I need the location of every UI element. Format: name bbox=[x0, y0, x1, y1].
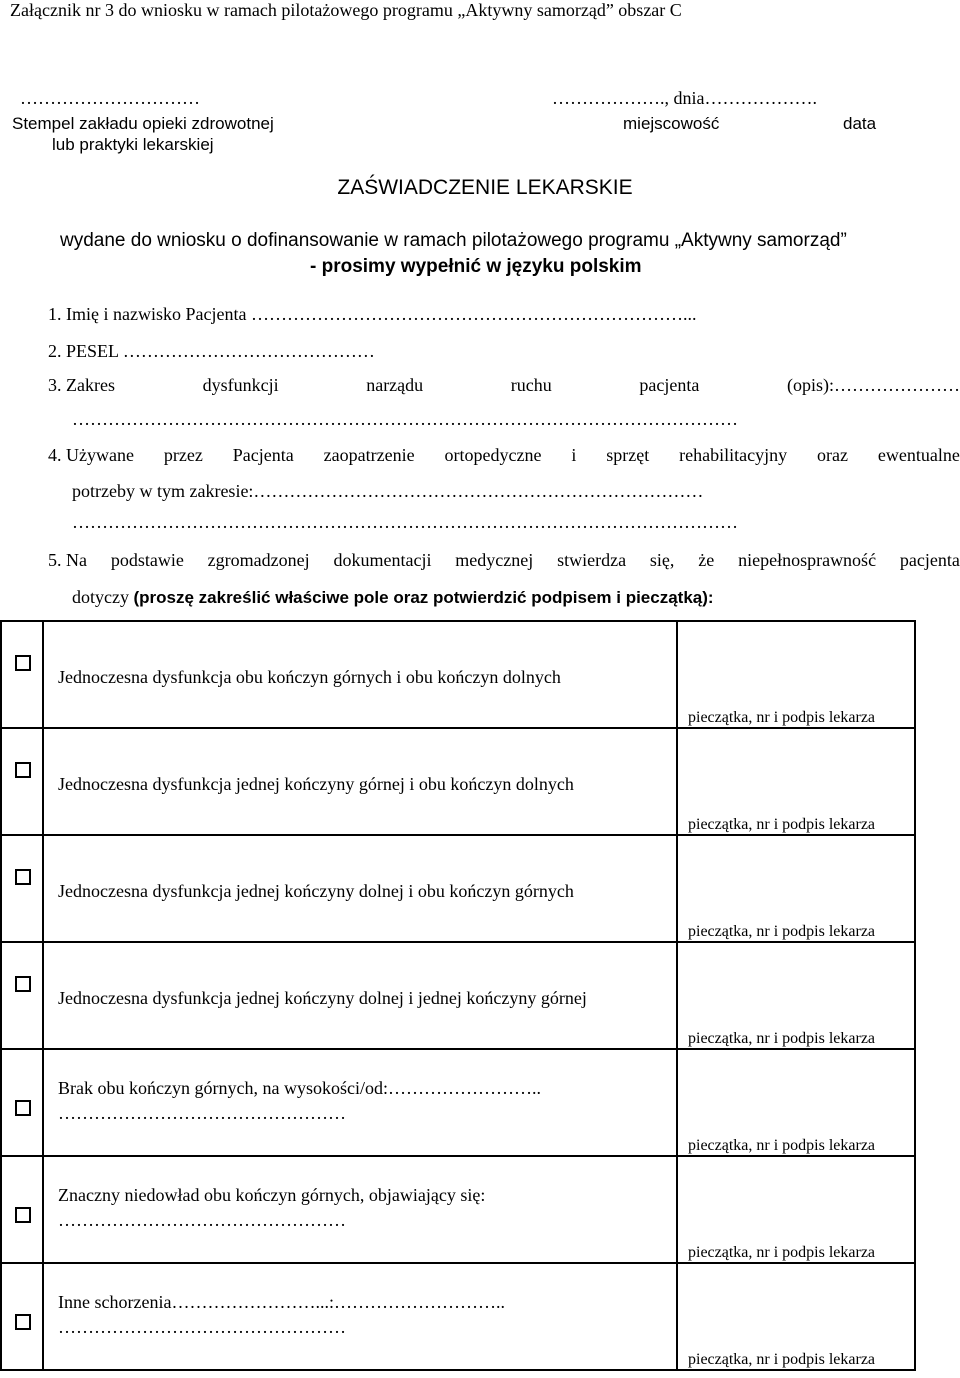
option-continuation[interactable]: ………………………………………… bbox=[58, 1317, 346, 1337]
word: się, bbox=[649, 550, 675, 570]
word: pacjenta bbox=[639, 375, 700, 395]
option-row bbox=[1, 1049, 915, 1156]
doctor-signature-field[interactable]: pieczątka, nr i podpis lekarza bbox=[688, 1030, 876, 1047]
document-subtitle: wydane do wniosku o dofinansowanie w ramach pilotażowego programu „Aktywny samorząd” bbox=[60, 230, 847, 251]
document-title: ZAŚWIADCZENIE LEKARSKIE bbox=[337, 176, 633, 199]
doctor-signature-field[interactable]: pieczątka, nr i podpis lekarza bbox=[688, 709, 876, 726]
word: pacjenta bbox=[899, 550, 960, 570]
word: dysfunkcji bbox=[202, 375, 279, 395]
option-label: Brak obu kończyn górnych, na wysokości/od:…………………….. bbox=[58, 1078, 541, 1098]
disability-instruction bbox=[72, 587, 714, 608]
option-label: Jednoczesna dysfunkcja jednej kończyny dolnej i jednej kończyny górnej bbox=[58, 988, 587, 1008]
word: przez bbox=[163, 445, 203, 465]
disability-statement bbox=[48, 550, 960, 571]
dysfunction-scope-field[interactable] bbox=[48, 375, 960, 396]
option-label: Inne schorzenia……………………...:……………………….. bbox=[58, 1292, 505, 1312]
checkbox[interactable] bbox=[15, 655, 31, 671]
option-row bbox=[1, 1156, 915, 1263]
word: rehabilitacyjny bbox=[679, 445, 788, 465]
doctor-signature-field[interactable]: pieczątka, nr i podpis lekarza bbox=[688, 1351, 876, 1368]
stamp-label-cont: lub praktyki lekarskiej bbox=[52, 135, 214, 154]
option-row bbox=[1, 621, 915, 728]
word: dokumentacji bbox=[333, 550, 432, 570]
word: Znaczny niedowład obu kończyn górnych, objawiający się: bbox=[58, 1185, 486, 1205]
word: medycznej bbox=[455, 550, 534, 570]
doctor-signature-field[interactable]: pieczątka, nr i podpis lekarza bbox=[688, 1244, 876, 1261]
orthopedic-equipment-field bbox=[48, 445, 960, 466]
equipment-needs-field[interactable]: potrzeby w tym zakresie:………………………………………………………………… bbox=[72, 481, 704, 501]
stamp-label: Stempel zakładu opieki zdrowotnej bbox=[12, 114, 274, 133]
doctor-signature-field[interactable]: pieczątka, nr i podpis lekarza bbox=[688, 923, 876, 940]
option-row bbox=[1, 942, 915, 1049]
instruction-plain: dotyczy bbox=[72, 587, 134, 607]
option-label: Jednoczesna dysfunkcja obu kończyn górnych i obu kończyn dolnych bbox=[58, 667, 561, 687]
option-label bbox=[58, 1185, 668, 1206]
word: sprzęt bbox=[606, 445, 650, 465]
word: (opis):………………… bbox=[786, 375, 960, 395]
word: ortopedyczne bbox=[444, 445, 542, 465]
checkbox[interactable] bbox=[15, 1207, 31, 1223]
word: Pacjenta bbox=[232, 445, 294, 465]
option-continuation[interactable]: ………………………………………… bbox=[58, 1103, 346, 1123]
option-label: Jednoczesna dysfunkcja jednej kończyny dolnej i obu kończyn górnych bbox=[58, 881, 574, 901]
annex-header: Załącznik nr 3 do wniosku w ramach pilotażowego programu „Aktywny samorząd” obszar C bbox=[10, 0, 682, 20]
dysfunction-scope-continuation[interactable]: ………………………………………………………………………………………………… bbox=[72, 409, 738, 429]
word: że bbox=[698, 550, 715, 570]
place-label: miejscowość bbox=[623, 114, 720, 133]
equipment-needs-continuation[interactable]: ………………………………………………………………………………………………… bbox=[72, 512, 738, 532]
checkbox[interactable] bbox=[15, 869, 31, 885]
option-row bbox=[1, 728, 915, 835]
word: oraz bbox=[817, 445, 849, 465]
place-date-line: ………………., dnia………………. bbox=[552, 88, 817, 108]
word: podstawie bbox=[110, 550, 184, 570]
word: niepełnosprawność bbox=[738, 550, 877, 570]
word: 3. Zakres bbox=[48, 375, 115, 395]
option-row bbox=[1, 1263, 915, 1370]
checkbox[interactable] bbox=[15, 762, 31, 778]
stamp-dotted-line: ………………………… bbox=[20, 88, 200, 108]
word: narządu bbox=[366, 375, 424, 395]
word: 4. Używane bbox=[48, 445, 134, 465]
instruction-bold: (proszę zakreślić właściwe pole oraz potwierdzić podpisem i pieczątką): bbox=[133, 588, 714, 607]
word: ewentualne bbox=[877, 445, 960, 465]
disability-options-table bbox=[0, 620, 916, 1371]
option-continuation[interactable]: ………………………………………… bbox=[58, 1210, 346, 1230]
language-note: - prosimy wypełnić w języku polskim bbox=[310, 256, 642, 277]
word: zgromadzonej bbox=[207, 550, 310, 570]
checkbox[interactable] bbox=[15, 976, 31, 992]
checkbox[interactable] bbox=[15, 1314, 31, 1330]
doctor-signature-field[interactable]: pieczątka, nr i podpis lekarza bbox=[688, 816, 876, 833]
word: i bbox=[571, 445, 577, 465]
date-label: data bbox=[843, 114, 877, 133]
option-label: Jednoczesna dysfunkcja jednej kończyny górnej i obu kończyn dolnych bbox=[58, 774, 574, 794]
patient-name-field[interactable]: 1. Imię i nazwisko Pacjenta ………………………………………………………………... bbox=[48, 304, 697, 324]
pesel-field[interactable]: 2. PESEL …………………………………… bbox=[48, 341, 375, 361]
word: zaopatrzenie bbox=[323, 445, 415, 465]
word: ruchu bbox=[510, 375, 552, 395]
option-row bbox=[1, 835, 915, 942]
word: stwierdza bbox=[557, 550, 627, 570]
checkbox[interactable] bbox=[15, 1100, 31, 1116]
word: 5. Na bbox=[48, 550, 87, 570]
doctor-signature-field[interactable]: pieczątka, nr i podpis lekarza bbox=[688, 1137, 876, 1154]
